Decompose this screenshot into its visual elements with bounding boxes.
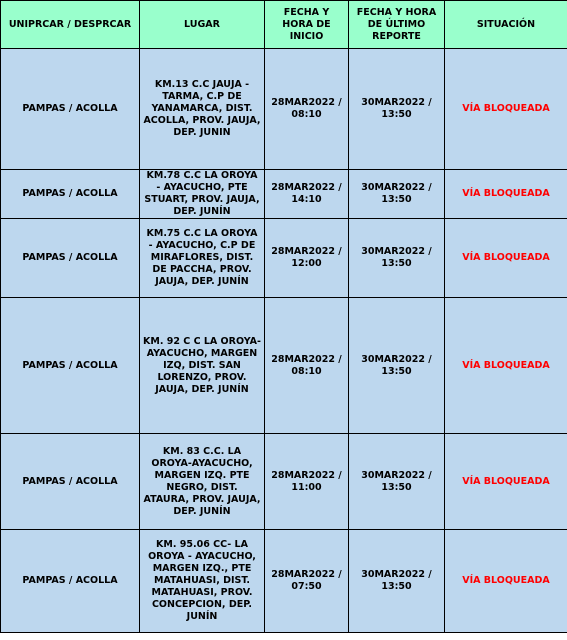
cell-inicio: 28MAR2022 / 08:10: [265, 49, 349, 170]
cell-lugar: KM.13 C.C JAUJA - TARMA, C.P DE YANAMARCA, DIST. ACOLLA, PROV. JAUJA, DEP. JUNIN: [140, 49, 265, 170]
table-row: [1, 170, 567, 219]
status-badge: VÍA BLOQUEADA: [445, 49, 567, 170]
table-row: [1, 219, 567, 298]
cell-lugar: KM.75 C.C LA OROYA - AYACUCHO, C.P DE MIRAFLORES, DIST. DE PACCHA, PROV. JAUJA, DEP. JUNÍN: [140, 219, 265, 298]
cell-unidad: PAMPAS / ACOLLA: [1, 219, 140, 298]
cell-ultimo: 30MAR2022 / 13:50: [349, 434, 445, 530]
table-row: [1, 298, 567, 434]
status-badge: VÍA BLOQUEADA: [445, 434, 567, 530]
status-badge: VÍA BLOQUEADA: [445, 219, 567, 298]
cell-unidad: PAMPAS / ACOLLA: [1, 170, 140, 219]
cell-inicio: 28MAR2022 / 14:10: [265, 170, 349, 219]
cell-lugar: KM. 83 C.C. LA OROYA-AYACUCHO, MARGEN IZQ. PTE NEGRO, DIST. ATAURA, PROV. JAUJA, DEP. JUNÍN: [140, 434, 265, 530]
cell-inicio: 28MAR2022 / 12:00: [265, 219, 349, 298]
header-row: [1, 1, 567, 49]
cell-inicio: 28MAR2022 / 08:10: [265, 298, 349, 434]
status-badge: VÍA BLOQUEADA: [445, 298, 567, 434]
cell-ultimo: 30MAR2022 / 13:50: [349, 170, 445, 219]
cell-unidad: PAMPAS / ACOLLA: [1, 298, 140, 434]
cell-lugar: KM.78 C.C LA OROYA - AYACUCHO, PTE STUART, PROV. JAUJA, DEP. JUNÍN: [140, 170, 265, 219]
header-situacion: SITUACIÓN: [445, 1, 567, 49]
cell-inicio: 28MAR2022 / 07:50: [265, 530, 349, 633]
cell-ultimo: 30MAR2022 / 13:50: [349, 219, 445, 298]
table-row: [1, 434, 567, 530]
header-unidad: UNIPRCAR / DESPRCAR: [1, 1, 140, 49]
header-ultimo: FECHA Y HORA DE ÚLTIMO REPORTE: [349, 1, 445, 49]
cell-ultimo: 30MAR2022 / 13:50: [349, 298, 445, 434]
status-badge: VÍA BLOQUEADA: [445, 170, 567, 219]
cell-unidad: PAMPAS / ACOLLA: [1, 49, 140, 170]
cell-unidad: PAMPAS / ACOLLA: [1, 530, 140, 633]
table-row: [1, 49, 567, 170]
status-badge: VÍA BLOQUEADA: [445, 530, 567, 633]
cell-ultimo: 30MAR2022 / 13:50: [349, 530, 445, 633]
header-inicio: FECHA Y HORA DE INICIO: [265, 1, 349, 49]
cell-inicio: 28MAR2022 / 11:00: [265, 434, 349, 530]
header-lugar: LUGAR: [140, 1, 265, 49]
cell-unidad: PAMPAS / ACOLLA: [1, 434, 140, 530]
table-row: [1, 530, 567, 633]
cell-ultimo: 30MAR2022 / 13:50: [349, 49, 445, 170]
cell-lugar: KM. 92 C C LA OROYA-AYACUCHO, MARGEN IZQ, DIST. SAN LORENZO, PROV. JAUJA, DEP. JUNÍN: [140, 298, 265, 434]
cell-lugar: KM. 95.06 CC- LA OROYA - AYACUCHO, MARGEN IZQ., PTE MATAHUASI, DIST. MATAHUASI, PROV. CONCEPCION, DEP. JUNÍN: [140, 530, 265, 633]
